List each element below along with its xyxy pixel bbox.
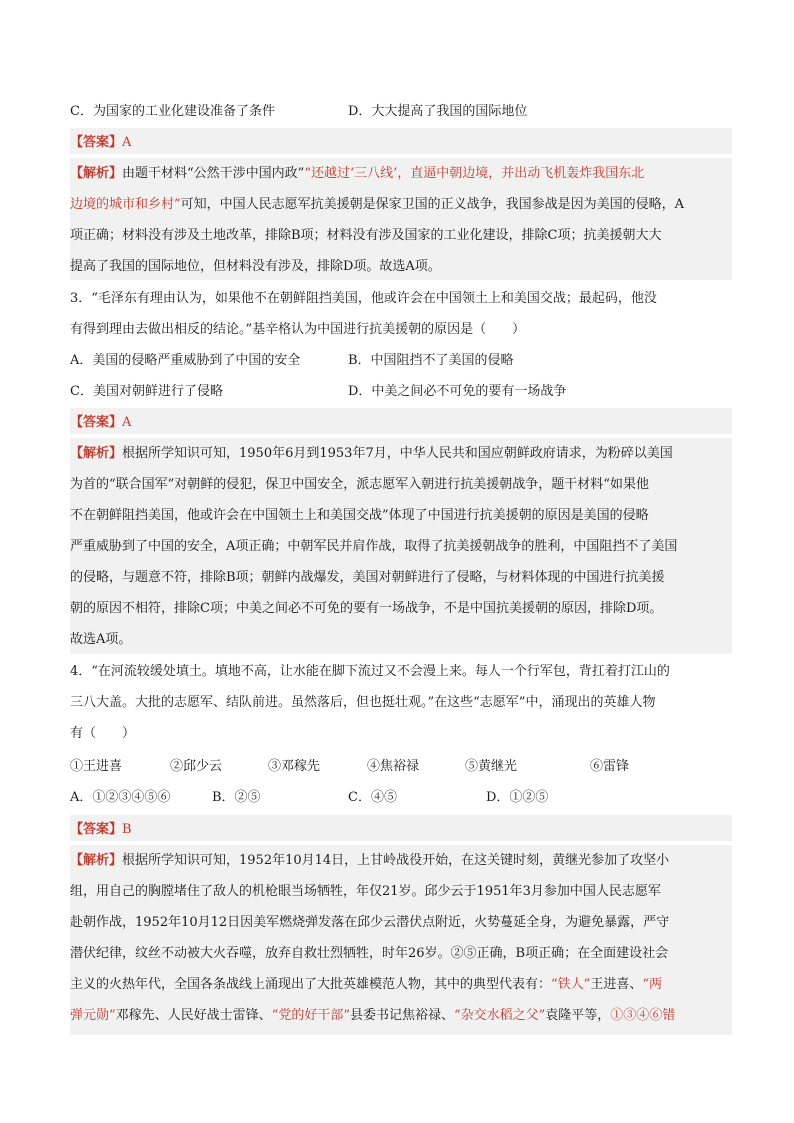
answer-value: A bbox=[122, 135, 132, 150]
q2-analysis-line-1: 【解析】由题干材料“公然干涉中国内政”“还越过‘三八线’，直逼中朝边境，并出动飞机轰炸我国东北 bbox=[70, 166, 645, 181]
q2-analysis-line-2: 边境的城市和乡村”可知，中国人民志愿军抗美援朝是保家卫国的正义战争，我国参战是因为美国的侵略，A bbox=[70, 197, 685, 212]
q3-analysis-line-3: 不在朝鲜阻挡美国，他或许会在中国领土上和美国交战”体现了中国进行抗美援朝的原因是美国的侵略 bbox=[70, 508, 649, 523]
answer-tag: 【答案】 bbox=[70, 135, 123, 150]
q3-option-d: D．中美之间必不可免的要有一场战争 bbox=[348, 384, 567, 399]
q4-item-3: ③邓稼先 bbox=[268, 759, 321, 774]
q4-stem-line-3: 有（ ） bbox=[70, 726, 136, 741]
q3-option-a: A．美国的侵略严重威胁到了中国的安全 bbox=[70, 353, 301, 368]
q4-item-4: ④焦裕禄 bbox=[367, 759, 420, 774]
q4-analysis-line-2: 组，用自己的胸膛堵住了敌人的机枪眼当场牺牲，年仅21岁。邱少云于1951年3月参加中国人民志愿军 bbox=[70, 884, 661, 899]
q4-stem-line-1: 4．“在河流较缓处填土。填地不高，让水能在脚下流过又不会漫上来。每人一个行军包，背扛着打江山的 bbox=[70, 664, 670, 679]
q4-analysis-line-3: 赴朝作战，1952年10月12日因美军燃烧弹发落在邱少云潜伏点附近，火势蔓延全身，为避免暴露，严守 bbox=[70, 915, 670, 930]
q4-option-d: D．①②⑤ bbox=[486, 790, 549, 805]
q3-analysis-line-2: 为首的“联合国军”对朝鲜的侵犯，保卫中国安全，派志愿军入朝进行抗美援朝战争，题干材料“如果他 bbox=[70, 477, 649, 492]
answer-tag: 【答案】 bbox=[70, 415, 123, 430]
q4-analysis-line-5: 主义的火热年代，全国各条战线上涌现出了大批英雄模范人物，其中的典型代表有：“铁人”王进喜、“两 bbox=[70, 977, 662, 992]
q4-analysis-line-1: 【解析】根据所学知识可知，1952年10月14日，上甘岭战役开始，在这关键时刻，黄继光参加了攻坚小 bbox=[70, 853, 670, 868]
q3-analysis-line-4: 严重威胁到了中国的安全，A项正确；中朝军民并肩作战，取得了抗美援朝战争的胜利，中国阻挡不了美国 bbox=[70, 539, 678, 554]
q4-analysis-line-4: 潜伏纪律，纹丝不动被大火吞噬，放弃自救壮烈牺牲，时年26岁。②⑤正确，B项正确；在全面建设社会 bbox=[70, 946, 669, 961]
answer-value: A bbox=[122, 415, 132, 430]
analysis-tag: 【解析】 bbox=[70, 446, 123, 461]
q3-stem-line-2: 有得到理由去做出相反的结论。”基辛格认为中国进行抗美援朝的原因是（ ） bbox=[70, 322, 526, 337]
q4-option-c: C．④⑤ bbox=[348, 790, 397, 805]
q3-option-c: C．美国对朝鲜进行了侵略 bbox=[70, 384, 223, 399]
q4-item-5: ⑤黄继光 bbox=[465, 759, 518, 774]
q3-analysis-line-6: 朝的原因不相符，排除C项；中美之间必不可免的要有一场战争，不是中国抗美援朝的原因，排除D项。 bbox=[70, 601, 663, 616]
answer-tag: 【答案】 bbox=[70, 822, 123, 837]
q4-option-a: A．①②③④⑤⑥ bbox=[70, 790, 171, 805]
q3-analysis-line-5: 的侵略，与题意不符，排除B项；朝鲜内战爆发，美国对朝鲜进行了侵略，与材料体现的中国进行抗美援 bbox=[70, 570, 665, 585]
q4-stem-line-2: 三八大盖。大批的志愿军、结队前进。虽然落后，但也挺壮观。”在这些“志愿军”中，涌现出的英雄人物 bbox=[70, 695, 656, 710]
q3-analysis-line-7: 故选A项。 bbox=[70, 632, 132, 647]
analysis-tag: 【解析】 bbox=[70, 853, 123, 868]
analysis-tag: 【解析】 bbox=[70, 166, 123, 181]
q4-analysis-line-6: 弹元勋”邓稼先、人民好战士雷锋、“党的好干部”县委书记焦裕禄、“杂交水稻之父”袁隆平等，①③④⑥错 bbox=[70, 1008, 676, 1023]
q2-analysis-line-4: 提高了我国的国际地位，但材料没有涉及，排除D项。故选A项。 bbox=[70, 259, 441, 274]
q2-option-d: D．大大提高了我国的国际地位 bbox=[348, 104, 528, 119]
q2-answer bbox=[70, 133, 730, 153]
q4-item-6: ⑥雷锋 bbox=[590, 759, 630, 774]
q2-analysis-line-3: 项正确；材料没有涉及土地改革，排除B项；材料没有涉及国家的工业化建设，排除C项；抗美援朝大大 bbox=[70, 228, 662, 243]
q3-answer bbox=[70, 413, 730, 433]
q3-analysis-line-1: 【解析】根据所学知识可知，1950年6月到1953年7月，中华人民共和国应朝鲜政府请求，为粉碎以美国 bbox=[70, 446, 673, 461]
q4-item-2: ②邱少云 bbox=[170, 759, 223, 774]
q3-stem-line-1: 3．“毛泽东有理由认为，如果他不在朝鲜阻挡美国，他或许会在中国领土上和美国交战；最起码，他没 bbox=[70, 291, 657, 306]
answer-value: B bbox=[122, 822, 132, 837]
q2-option-c: C．为国家的工业化建设准备了条件 bbox=[70, 104, 275, 119]
q4-item-1: ①王进喜 bbox=[70, 759, 123, 774]
q3-option-b: B．中国阻挡不了美国的侵略 bbox=[348, 353, 514, 368]
q4-option-b: B．②⑤ bbox=[212, 790, 261, 805]
q4-answer bbox=[70, 820, 730, 840]
